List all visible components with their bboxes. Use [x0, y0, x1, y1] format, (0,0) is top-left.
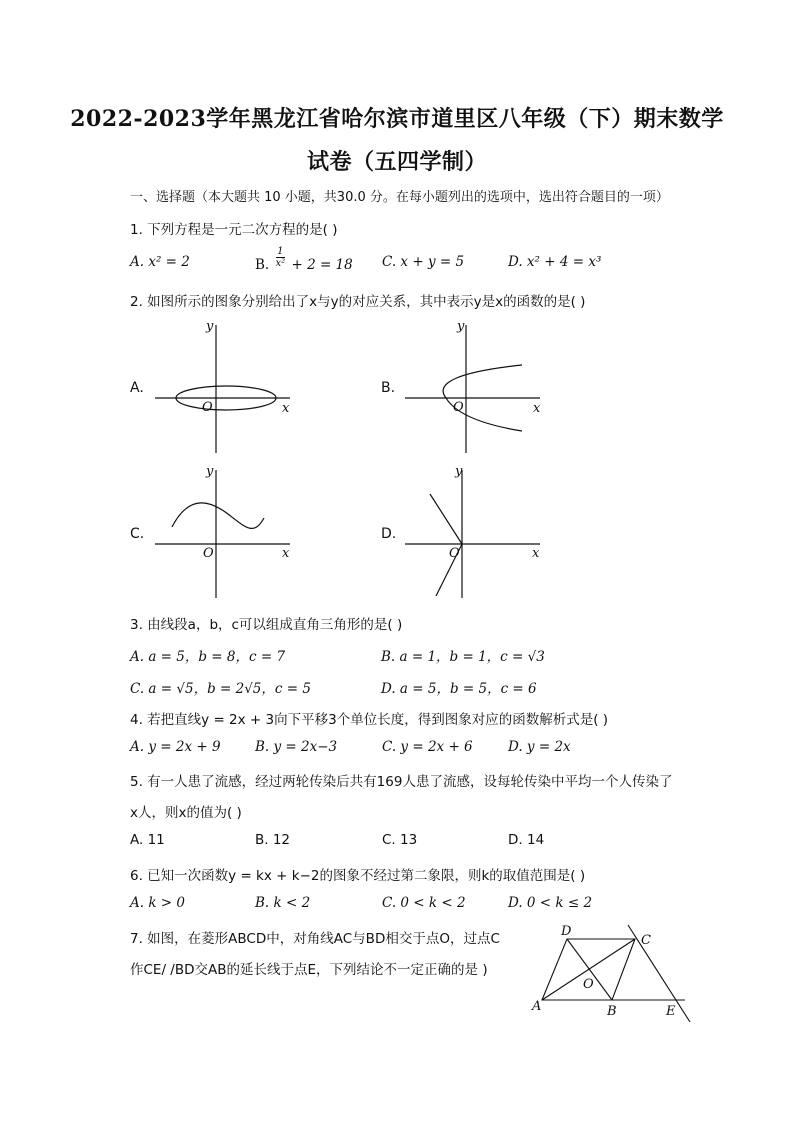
q1-option-b-prefix: B. — [255, 257, 270, 273]
q5-option-d: D. 14 — [508, 832, 545, 848]
q6-option-a: A. k > 0 — [130, 895, 185, 911]
exam-title-line-2: 试卷（五四学制） — [306, 149, 487, 175]
q6-stem: 6. 已知一次函数y = kx + k−2的图象不经过第二象限，则k的取值范围是( ) — [130, 868, 586, 884]
axis-x-label: x — [282, 546, 290, 561]
q2-graph-a-label: A. — [130, 380, 144, 396]
q7-stem-line-1: 7. 如图，在菱形ABCD中，对角线AC与BD相交于点O，过点C — [130, 931, 500, 947]
q3-option-d: D. a = 5，b = 5，c = 6 — [381, 681, 537, 697]
q3-option-b: B. a = 1，b = 1，c = √3 — [381, 649, 545, 665]
axis-x-label: x — [533, 401, 541, 416]
point-d-label: D — [561, 924, 572, 939]
axis-y-label: y — [455, 464, 463, 479]
q7-rhombus-figure — [525, 922, 700, 1027]
q1-option-b-rest: + 2 = 18 — [287, 257, 353, 273]
q3-stem: 3. 由线段a，b，c可以组成直角三角形的是( ) — [130, 617, 403, 633]
q5-option-a: A. 11 — [130, 832, 165, 848]
axis-x-label: x — [532, 546, 540, 561]
q1-option-b — [255, 246, 353, 273]
exam-title-line-1: 2022-2023学年黑龙江省哈尔滨市道里区八年级（下）期末数学 — [70, 106, 724, 132]
section-heading: 一、选择题（本大题共 10 小题，共30.0 分。在每小题列出的选项中，选出符合题目的一项） — [130, 190, 669, 205]
q1-fraction — [276, 246, 286, 269]
q2-graph-d-label: D. — [381, 526, 397, 542]
point-b-label: B — [607, 1004, 617, 1019]
q4-stem: 4. 若把直线y = 2x + 3向下平移3个单位长度，得到图象对应的函数解析式是( ) — [130, 712, 609, 728]
q2-graph-c — [150, 460, 300, 600]
point-c-label: C — [641, 933, 651, 948]
origin-label: O — [449, 546, 460, 561]
axis-y-label: y — [206, 319, 214, 334]
q6-option-c: C. 0 < k < 2 — [382, 895, 466, 911]
point-o-label: O — [583, 977, 594, 992]
axis-y-label: y — [206, 464, 214, 479]
q5-option-c: C. 13 — [382, 832, 418, 848]
axis-y-label: y — [457, 319, 465, 334]
q1-stem: 1. 下列方程是一元二次方程的是( ) — [130, 222, 338, 238]
q4-option-d: D. y = 2x — [508, 739, 571, 755]
q6-option-b: B. k < 2 — [255, 895, 311, 911]
q2-graph-c-label: C. — [130, 526, 145, 542]
q1-option-c: C. x + y = 5 — [382, 254, 465, 270]
q5-stem-line-2: x人，则x的值为( ) — [130, 805, 242, 821]
point-e-label: E — [666, 1004, 676, 1019]
q2-stem: 2. 如图所示的图象分别给出了x与y的对应关系，其中表示y是x的函数的是( ) — [130, 294, 586, 310]
q1-fraction-numerator: 1 — [277, 246, 284, 257]
q4-option-c: C. y = 2x + 6 — [382, 739, 473, 755]
q2-graph-b-label: B. — [381, 380, 396, 396]
q3-option-c: C. a = √5，b = 2√5，c = 5 — [130, 681, 311, 697]
q7-stem-line-2: 作CE/ /BD交AB的延长线于点E，下列结论不一定正确的是 ) — [130, 962, 488, 978]
q2-graph-d — [400, 460, 550, 600]
q4-option-a: A. y = 2x + 9 — [130, 739, 221, 755]
q3-option-a: A. a = 5，b = 8，c = 7 — [130, 649, 286, 665]
axis-x-label: x — [282, 401, 290, 416]
q2-graph-b — [400, 315, 550, 455]
q4-option-b: B. y = 2x−3 — [255, 739, 338, 755]
q2-graph-a — [150, 315, 300, 455]
q1-fraction-denominator: x² — [275, 258, 286, 269]
q6-option-d: D. 0 < k ≤ 2 — [508, 895, 593, 911]
origin-label: O — [202, 400, 213, 415]
q5-option-b: B. 12 — [255, 832, 291, 848]
q5-stem-line-1: 5. 有一人患了流感，经过两轮传染后共有169人患了流感，设每轮传染中平均一个人传染了 — [130, 774, 673, 790]
q1-option-d: D. x² + 4 = x³ — [508, 254, 602, 270]
point-a-label: A — [532, 999, 542, 1014]
origin-label: O — [203, 546, 214, 561]
q1-option-a: A. x² = 2 — [130, 254, 190, 270]
origin-label: O — [453, 400, 464, 415]
